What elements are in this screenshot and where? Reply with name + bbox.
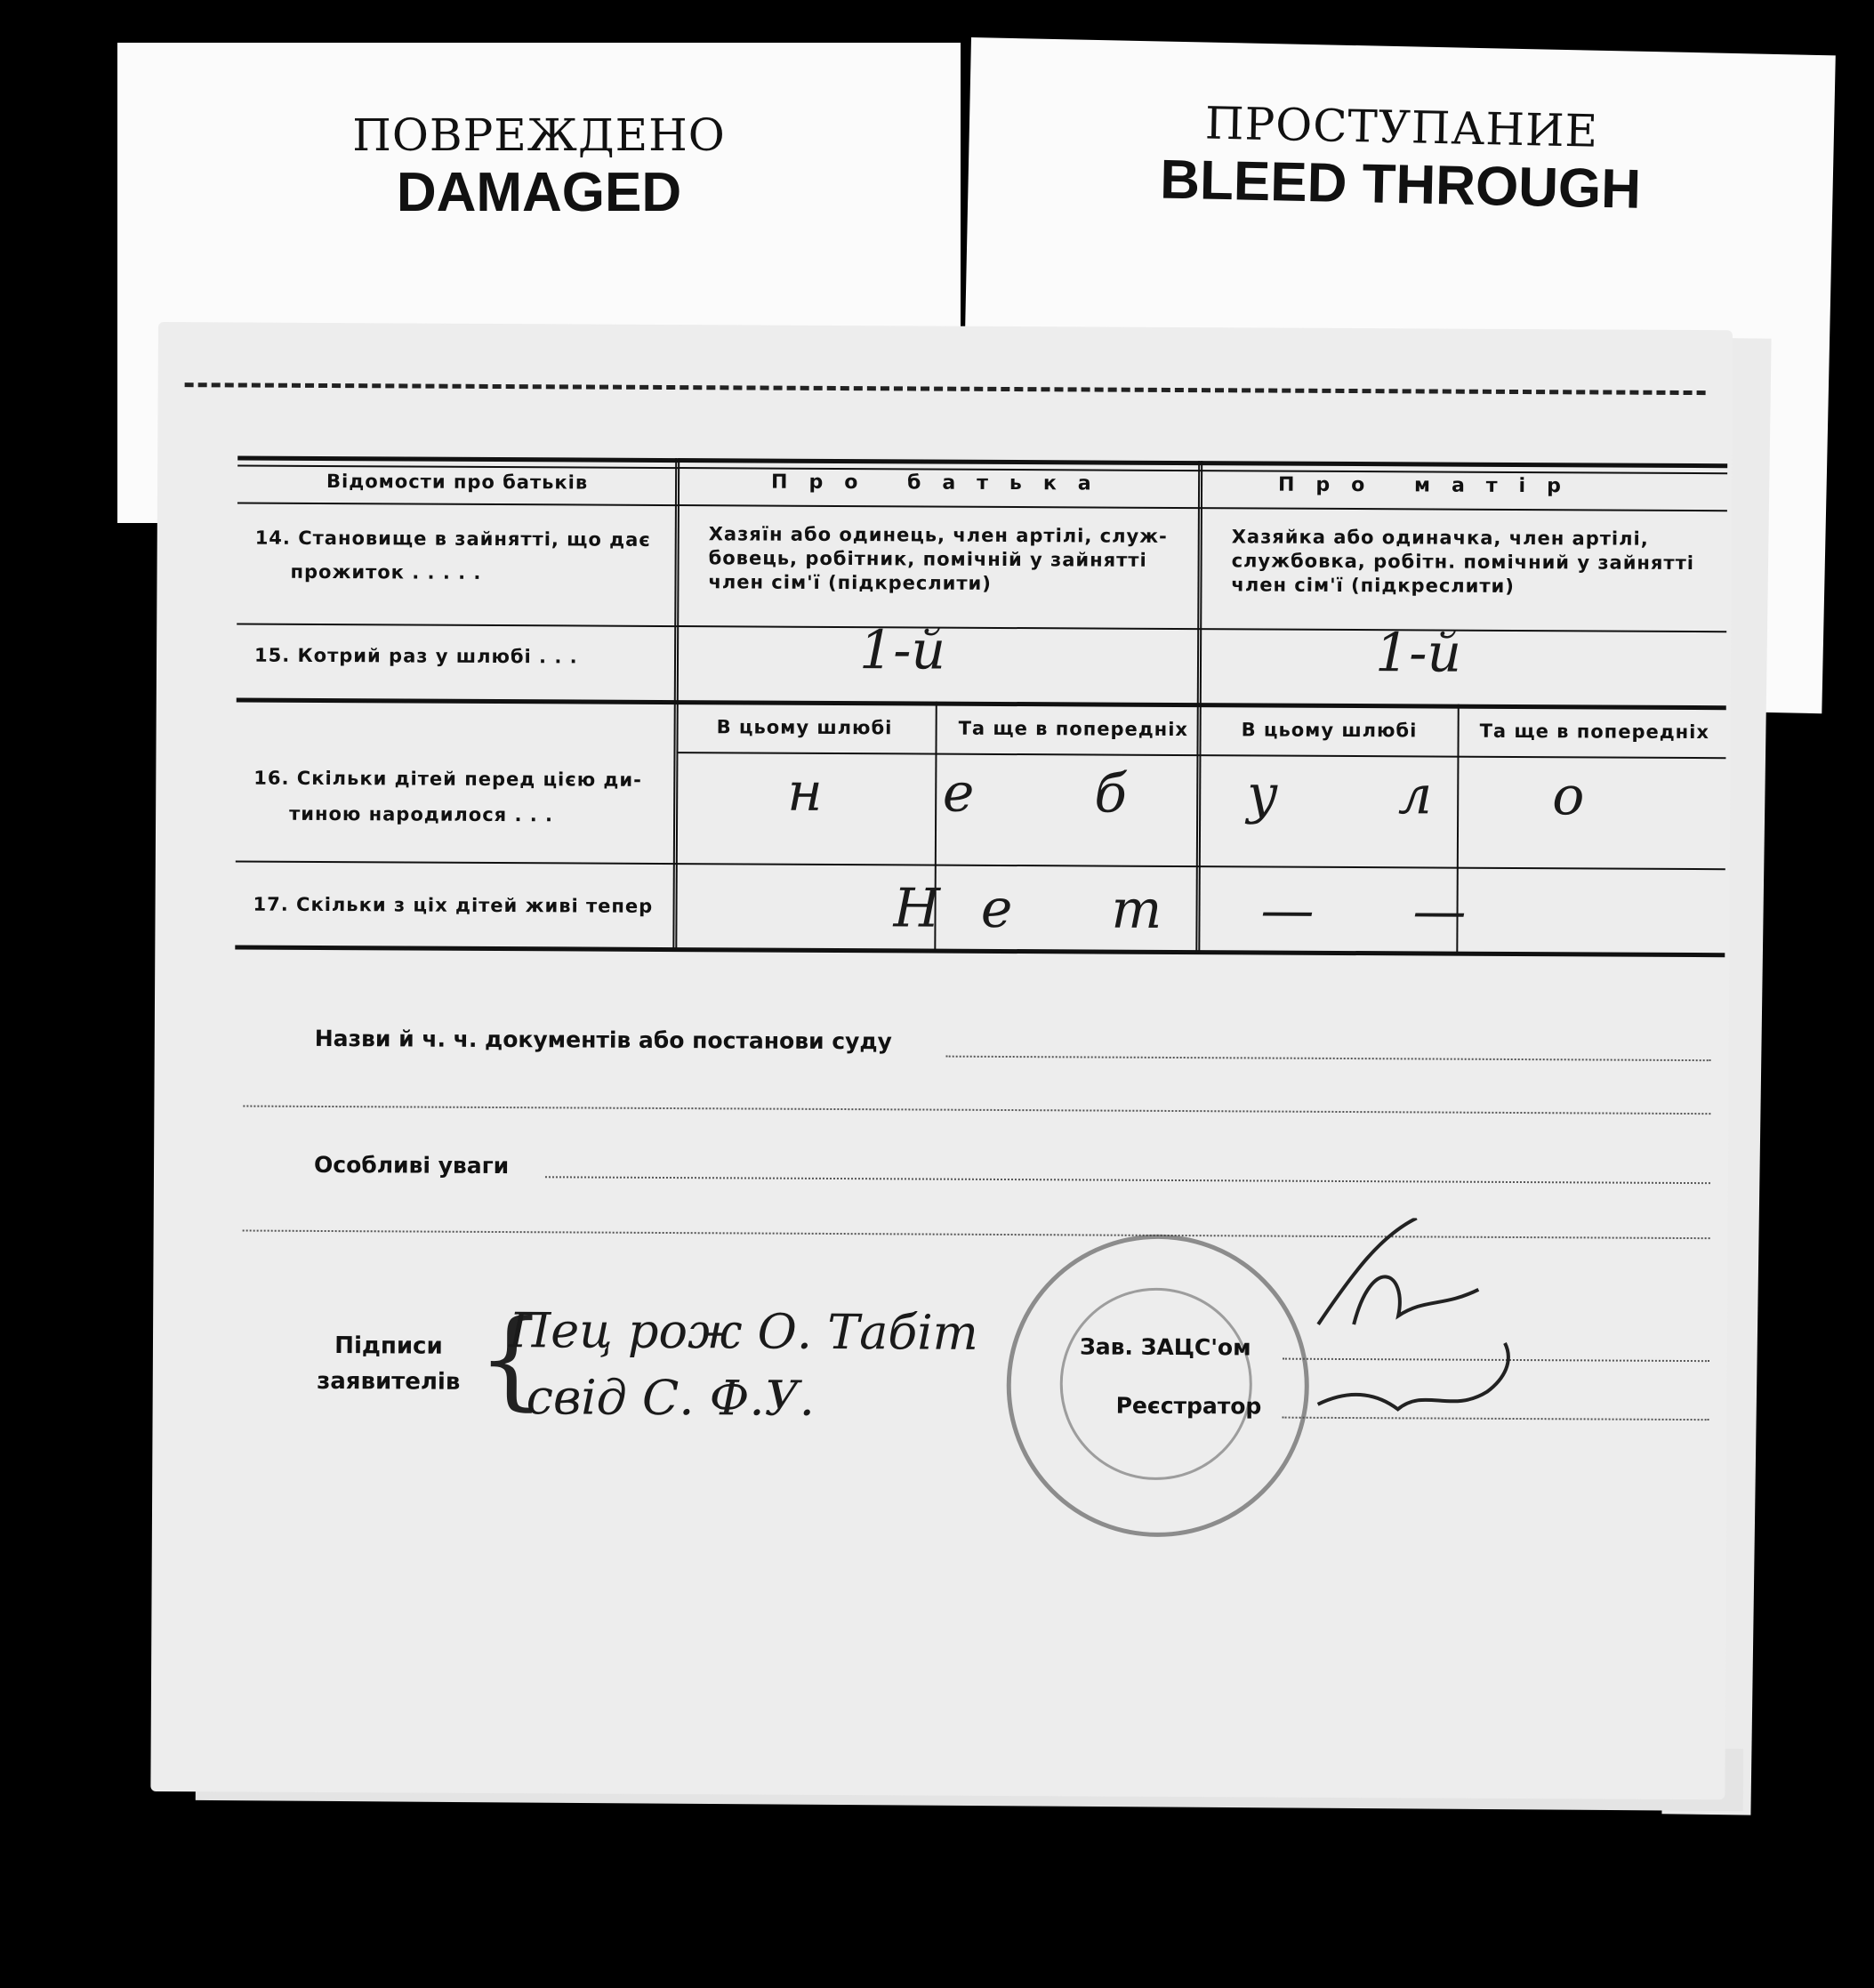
row16-label-line2: тиною народилося . . . bbox=[289, 802, 554, 826]
row17-label: 17. Скільки з ціх дітей живі тепер bbox=[253, 893, 654, 917]
row16-label-line1: 16. Скільки дітей перед цією ди- bbox=[253, 767, 642, 791]
registrar-signature-stroke bbox=[1318, 1342, 1508, 1410]
damaged-label-ru: ПОВРЕЖДЕНО bbox=[352, 109, 726, 161]
subheader-mother-previous: Та ще в попередніх bbox=[1479, 720, 1710, 744]
damaged-label-en: DAMAGED bbox=[396, 162, 682, 223]
row15-father-value: 1-й bbox=[858, 619, 946, 682]
row14-mother-line1: Хазяйка або одиначка, член артілі, bbox=[1231, 526, 1649, 550]
row15-bottom-rule bbox=[237, 697, 1726, 710]
table-bottom-rule bbox=[235, 945, 1725, 957]
head-signature-stroke bbox=[1318, 1218, 1479, 1325]
row16-handwritten-value: н е б у л о bbox=[787, 761, 1637, 828]
row14-mother-line3: член сім'ї (підкреслити) bbox=[1231, 574, 1515, 597]
row14-label-line1: 14. Становище в зайнятті, що дає bbox=[254, 527, 651, 551]
applicant-signature-1: Пец рож О. Табіт bbox=[508, 1302, 978, 1361]
bleed-label-en: BLEED THROUGH bbox=[1159, 149, 1642, 221]
signatures-label-line2: заявителів bbox=[317, 1367, 461, 1396]
subheader-mother-this-marriage: В цьому шлюбі bbox=[1241, 719, 1418, 742]
official-seal bbox=[1006, 1234, 1310, 1538]
bleed-label-ru: ПРОСТУПАНИЕ bbox=[1204, 97, 1599, 157]
registrar-label: Реєстратор bbox=[1115, 1392, 1262, 1420]
official-seal-inner-ring bbox=[1059, 1287, 1252, 1480]
applicant-signature-2: свід С. Ф.У. bbox=[526, 1369, 816, 1427]
parents-info-table bbox=[235, 455, 1727, 957]
row14-father-line3: член сім'ї (підкреслити) bbox=[708, 571, 992, 594]
row14-mother-line2: службовка, робітн. помічний у зайнятті bbox=[1231, 550, 1695, 575]
handwritten-official-signatures bbox=[1299, 1218, 1532, 1432]
documents-dotted-line-2 bbox=[243, 1106, 1710, 1115]
row16-bottom-rule bbox=[236, 860, 1725, 870]
registration-form-sheet bbox=[150, 322, 1733, 1799]
row17-handwritten-value: Не т — — bbox=[893, 877, 1508, 943]
header-bottom-rule bbox=[237, 502, 1727, 511]
signatures-label-line1: Підписи bbox=[334, 1332, 443, 1360]
header-about-mother: Про матір bbox=[1277, 473, 1582, 498]
row15-label: 15. Котрий раз у шлюбі . . . bbox=[253, 644, 578, 668]
subheader-father-previous: Та ще в попередніх bbox=[958, 717, 1189, 741]
special-notes-dotted-line bbox=[545, 1176, 1710, 1184]
row14-label-line2: прожиток . . . . . bbox=[290, 560, 482, 584]
perforation-line bbox=[185, 382, 1706, 395]
row14-father-line1: Хазяїн або одинець, член артілі, служ- bbox=[708, 523, 1168, 547]
head-zags-label: Зав. ЗАЦС'ом bbox=[1079, 1333, 1251, 1361]
header-about-father: Про батька bbox=[771, 471, 1113, 495]
signatures-brace: { bbox=[477, 1297, 546, 1422]
row15-mother-value: 1-й bbox=[1374, 622, 1462, 685]
header-parents-info: Відомости про батьків bbox=[326, 470, 589, 494]
documents-dotted-line bbox=[946, 1056, 1711, 1062]
row14-father-line2: бовець, робітник, помічній у зайнятті bbox=[708, 547, 1147, 571]
special-notes-label: Особливі уваги bbox=[313, 1151, 510, 1179]
applicant-signatures-label bbox=[304, 1328, 473, 1400]
documents-label: Назви й ч. ч. документів або постанови суду bbox=[314, 1025, 892, 1055]
subheader-father-this-marriage: В цьому шлюбі bbox=[716, 716, 893, 739]
row14-bottom-rule bbox=[237, 623, 1726, 632]
